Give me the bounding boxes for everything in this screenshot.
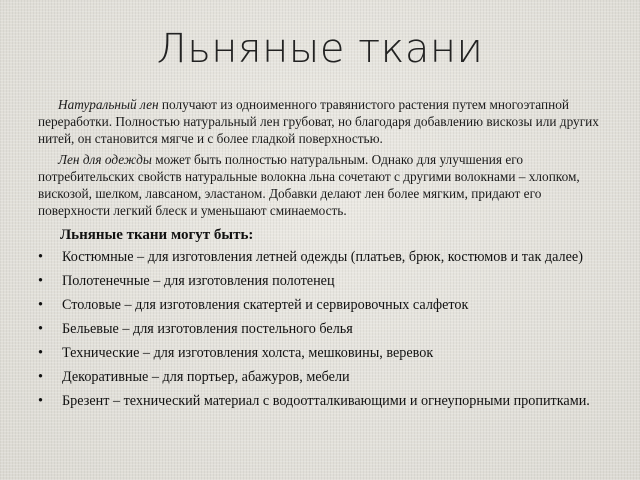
paragraph-body: может быть полностью натуральным. Однако для улучшения его потребительских свойств натуральные волокна льна сочетают с другими волокнами – хлопком, вискозой, шелком, лавсаном, эластаном. Добавки делают лен более мягким, придают его поверхности легкий блеск и уменьшают сминаемость. (38, 152, 580, 218)
fabric-types-list (38, 248, 598, 416)
paragraph-lead: Натуральный лен (58, 97, 159, 112)
list-item (38, 248, 598, 267)
intro-text (38, 96, 608, 223)
list-item (38, 368, 598, 387)
paragraph-body: получают из одноименного травянистого растения путем многоэтапной переработки. Полностью натуральный лен грубоват, но благодаря добавлению вискозы или других нитей, он становится мягче и с более гладкой поверхностью. (38, 97, 599, 146)
bullet-icon: • (38, 273, 43, 289)
list-item-text: Столовые – для изготовления скатертей и сервировочных салфеток (62, 297, 469, 313)
paragraph-natural-linen (38, 96, 608, 147)
slide-title: Льняные ткани (156, 26, 484, 72)
list-item (38, 272, 598, 291)
paragraph-clothing-linen (38, 151, 608, 219)
bullet-icon: • (38, 249, 43, 265)
list-item (38, 296, 598, 315)
bullet-icon: • (38, 369, 43, 385)
bullet-icon: • (38, 321, 43, 337)
list-item (38, 344, 598, 363)
list-heading: Льняные ткани могут быть: (60, 227, 254, 243)
list-item-text: Полотенечные – для изготовления полотенец (62, 273, 335, 289)
list-item-text: Декоративные – для портьер, абажуров, мебели (62, 369, 350, 385)
list-item-text: Технические – для изготовления холста, мешковины, веревок (62, 345, 434, 361)
list-item-text: Брезент – технический материал с водоотталкивающими и огнеупорными пропитками. (62, 393, 590, 409)
list-item-text: Костюмные – для изготовления летней одежды (платьев, брюк, костюмов и так далее) (62, 249, 583, 265)
bullet-icon: • (38, 393, 43, 409)
list-item (38, 320, 598, 339)
bullet-icon: • (38, 345, 43, 361)
bullet-icon: • (38, 297, 43, 313)
list-item-text: Бельевые – для изготовления постельного белья (62, 321, 353, 337)
paragraph-lead: Лен для одежды (58, 152, 152, 167)
list-item (38, 392, 598, 411)
